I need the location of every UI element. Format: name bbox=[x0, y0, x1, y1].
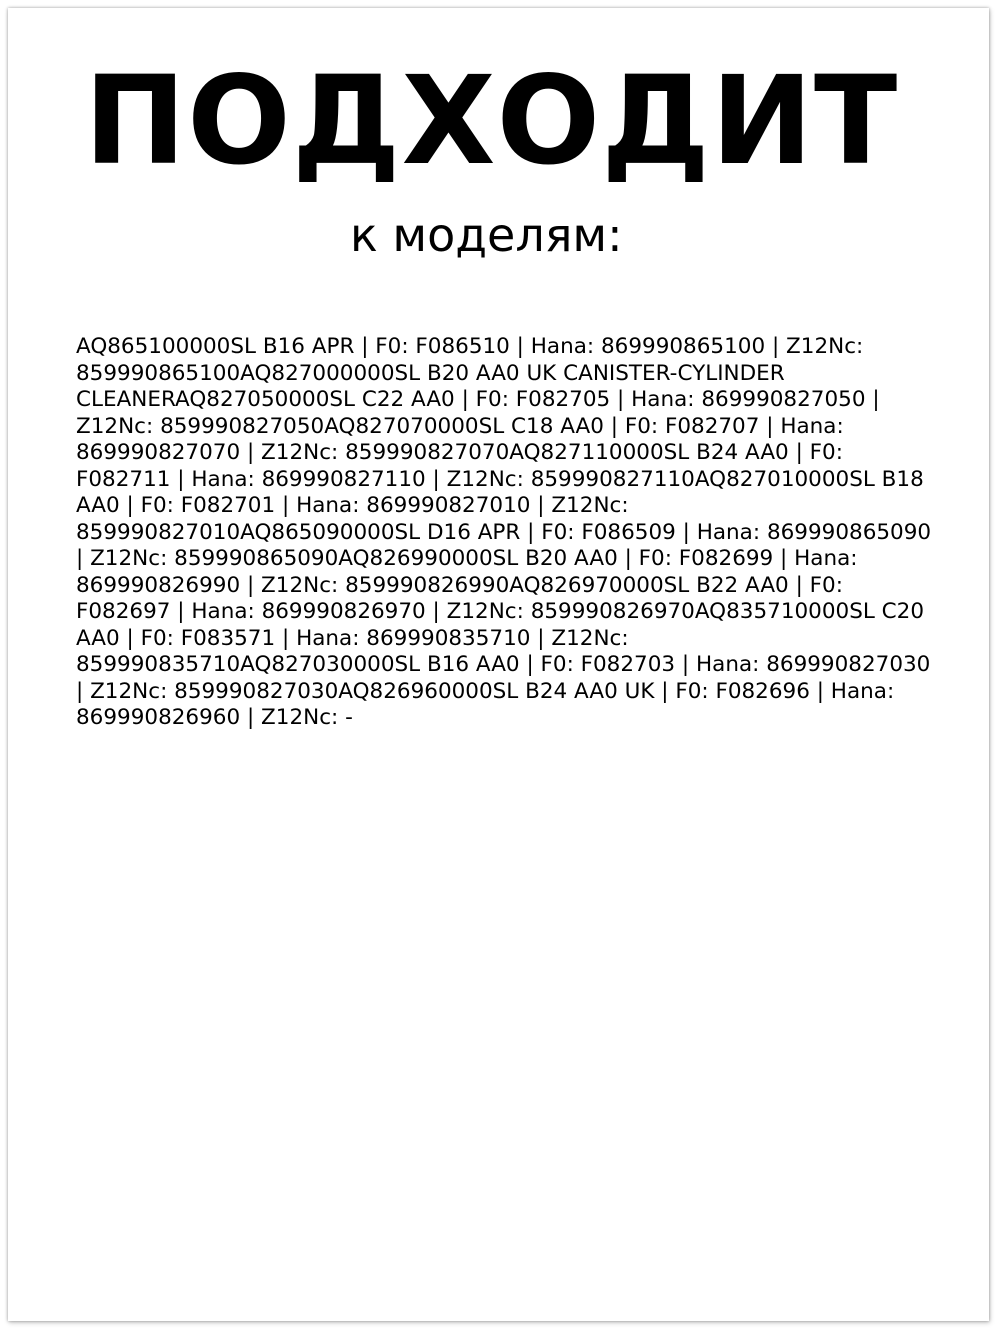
page-subtitle: к моделям: bbox=[350, 208, 623, 262]
product-card bbox=[8, 8, 989, 1321]
compatible-models-list: AQ865100000SL B16 APR | F0: F086510 | Hana: 869990865100 | Z12Nc: 859990865100AQ827000000SL B20 AA0 UK CANISTER-CYLINDER CLEANERAQ827050000SL C22 AA0 | F0: F082705 | Hana: 869990827050 | Z12Nc: 859990827050AQ827070000SL C18 AA0 | F0: F082707 | Hana: 869990827070 | Z12Nc: 859990827070AQ827110000SL B24 AA0 | F0: F082711 | Hana: 869990827110 | Z12Nc: 859990827110AQ827010000SL B18 AA0 | F0: F082701 | Hana: 869990827010 | Z12Nc: 859990827010AQ865090000SL D16 APR | F0: F086509 | Hana: 869990865090 | Z12Nc: 859990865090AQ826990000SL B20 AA0 | F0: F082699 | Hana: 869990826990 | Z12Nc: 859990826990AQ826970000SL B22 AA0 | F0: F082697 | Hana: 869990826970 | Z12Nc: 859990826970AQ835710000SL C20 AA0 | F0: F083571 | Hana: 869990835710 | Z12Nc: 859990835710AQ827030000SL B16 AA0 | F0: F082703 | Hana: 869990827030 | Z12Nc: 859990827030AQ826960000SL B24 AA0 UK | F0: F082696 | Hana: 869990826960 | Z12Nc: - bbox=[76, 334, 932, 730]
page-title: ПОДХОДИТ bbox=[84, 50, 899, 192]
